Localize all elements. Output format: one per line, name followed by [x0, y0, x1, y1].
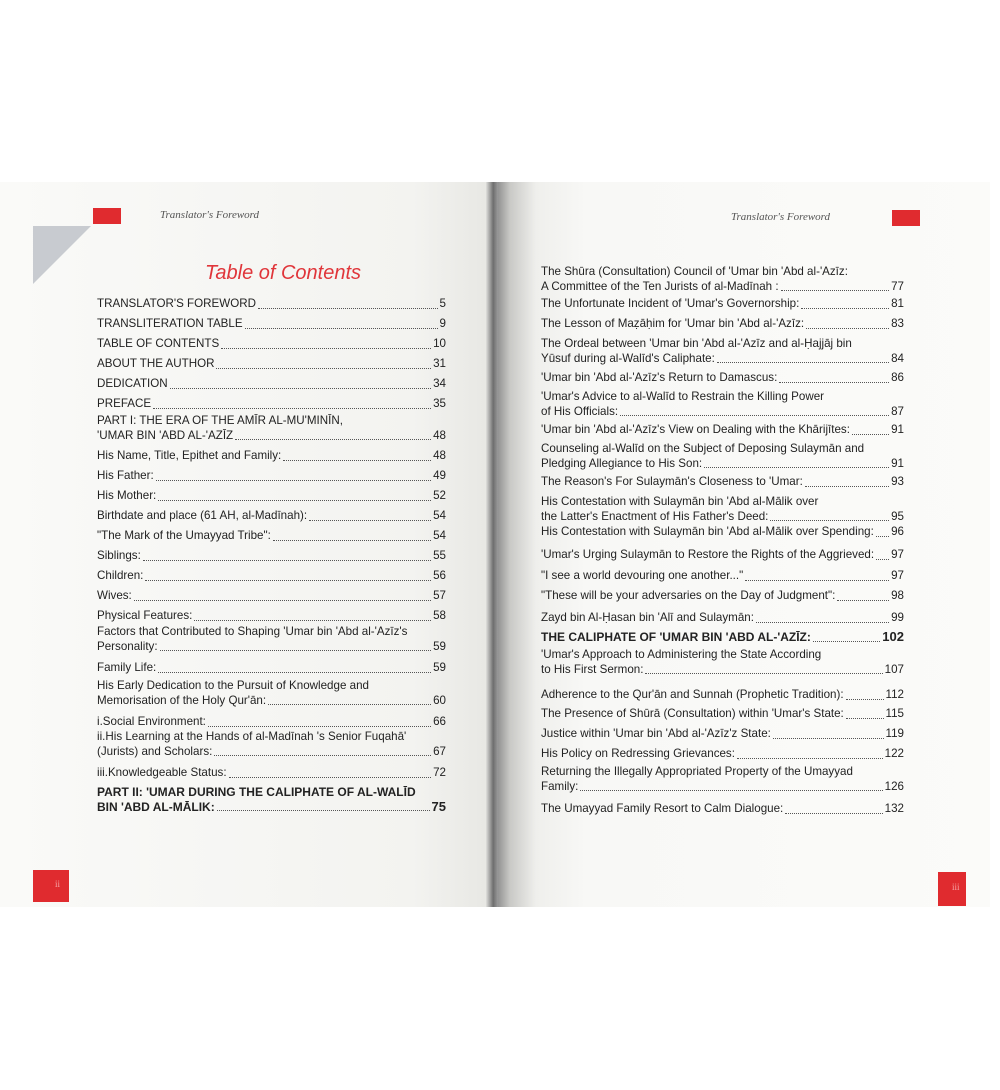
- toc-entry: [97, 509, 446, 524]
- toc-entry-page: 75: [431, 798, 446, 814]
- toc-entry-title: 'Umar's Urging Sulaymān to Restore the Rights of the Aggrieved:: [541, 548, 875, 561]
- dot-leader: [876, 536, 889, 537]
- toc-entry-title: "These will be your adversaries on the Day of Judgment":: [541, 589, 836, 602]
- toc-entry-row: [97, 429, 446, 444]
- toc-entry-row: [541, 589, 904, 604]
- toc-entry-title: Siblings:: [97, 549, 141, 562]
- toc-entry: [541, 297, 904, 312]
- toc-entry: [541, 569, 904, 584]
- toc-entry-title: BIN 'ABD AL-MĀLIK:: [97, 799, 215, 814]
- toc-entry: [541, 390, 904, 419]
- toc-entry-title-line: The Shūra (Consultation) Council of 'Umar bin 'Abd al-'Azīz:: [541, 265, 848, 278]
- toc-entry-page: 66: [433, 715, 446, 728]
- toc-entry-page: 95: [891, 509, 904, 523]
- toc-entry-title: Family:: [541, 779, 579, 793]
- toc-entry-title: Children:: [97, 569, 144, 582]
- dot-leader: [208, 726, 431, 727]
- toc-entry-row: [541, 688, 904, 703]
- toc-entry: [97, 625, 446, 654]
- toc-entry-page: 91: [891, 423, 904, 436]
- right-page-number: iii: [952, 882, 960, 892]
- toc-entry-title: Zayd bin Al-Ḥasan bin 'Alī and Sulaymān:: [541, 611, 754, 624]
- toc-entry: [97, 549, 446, 564]
- toc-entry: [97, 529, 446, 544]
- toc-entry-page: 87: [891, 404, 904, 418]
- toc-entry-row: [541, 548, 904, 563]
- toc-entry-page: 48: [433, 449, 446, 462]
- toc-entry-title: DEDICATION: [97, 377, 168, 390]
- toc-entry: [97, 337, 446, 352]
- dot-leader: [158, 672, 431, 673]
- toc-entry: [97, 715, 446, 730]
- toc-entry-row: [541, 352, 904, 367]
- right-running-head: Translator's Foreword: [731, 211, 831, 223]
- toc-entry-row: [541, 510, 904, 525]
- toc-entry: [97, 377, 446, 392]
- toc-entry: [97, 569, 446, 584]
- dot-leader: [745, 580, 889, 581]
- dot-leader: [214, 755, 431, 756]
- dot-leader: [876, 559, 889, 560]
- toc-entry: [541, 802, 904, 817]
- toc-entry-page: 59: [433, 661, 446, 674]
- toc-entry-page: 91: [891, 456, 904, 470]
- toc-entry-row: [541, 317, 904, 332]
- dot-leader: [258, 308, 438, 309]
- toc-entry-title: 'Umar bin 'Abd al-'Azīz's Return to Damascus:: [541, 371, 778, 384]
- toc-entry-title: "I see a world devouring one another...": [541, 569, 744, 582]
- toc-entry-row: [97, 377, 446, 392]
- toc-entry-page: 81: [891, 297, 904, 310]
- toc-entry-row: [97, 589, 446, 604]
- toc-entry-title: The Presence of Shūrā (Consultation) within 'Umar's State:: [541, 707, 844, 720]
- toc-entry-title: Birthdate and place (61 AH, al-Madīnah):: [97, 509, 308, 522]
- toc-entry-title: 'UMAR BIN 'ABD AL-'AZĪZ: [97, 428, 234, 442]
- toc-entry-title: A Committee of the Ten Jurists of al-Madīnah :: [541, 279, 779, 293]
- toc-entry-title: His Name, Title, Epithet and Family:: [97, 449, 282, 462]
- toc-entry-row: [97, 337, 446, 352]
- toc-entry-title: the Latter's Enactment of His Father's Deed:: [541, 509, 769, 523]
- toc-entry: [541, 317, 904, 332]
- toc-entry-page: 54: [433, 529, 446, 542]
- toc-entry-title: "The Mark of the Umayyad Tribe":: [97, 529, 271, 542]
- toc-entry-title: THE CALIPHATE OF 'UMAR BIN 'ABD AL-'AZĪZ:: [541, 630, 811, 644]
- toc-entry-title: PREFACE: [97, 397, 152, 410]
- toc-entry-page: 122: [884, 747, 904, 760]
- toc-entry-title: Physical Features:: [97, 609, 193, 622]
- toc-entry: [97, 661, 446, 676]
- toc-entry-page: 102: [882, 629, 904, 644]
- dot-leader: [194, 620, 431, 621]
- toc-entry-title: Wives:: [97, 589, 132, 602]
- toc-entry-title: 'Umar bin 'Abd al-'Azīz's View on Dealing with the Khārijītes:: [541, 423, 850, 436]
- toc-entry-row: [97, 297, 446, 312]
- toc-entry: [97, 679, 446, 708]
- toc-entry-row: [97, 745, 446, 760]
- toc-entry-page: 86: [891, 371, 904, 384]
- left-header-red-tab: [93, 208, 121, 224]
- toc-entry-title: The Umayyad Family Resort to Calm Dialogue:: [541, 802, 784, 815]
- left-page-number-tab: [33, 870, 69, 902]
- toc-entry: [97, 730, 446, 759]
- left-running-head: Translator's Foreword: [160, 209, 260, 221]
- toc-entry-page: 115: [885, 707, 904, 720]
- toc-entry: [541, 648, 904, 677]
- toc-entry-title: TRANSLITERATION TABLE: [97, 317, 243, 330]
- toc-entry: [541, 371, 904, 386]
- dot-leader: [217, 810, 430, 811]
- toc-entry: [541, 548, 904, 563]
- toc-entry-row: [541, 475, 904, 490]
- toc-entry-page: 48: [433, 428, 446, 442]
- toc-entry-page: 10: [433, 337, 446, 350]
- toc-entry-row: [541, 780, 904, 795]
- dot-leader: [160, 650, 432, 651]
- toc-entry-page: 77: [891, 279, 904, 293]
- dot-leader: [620, 415, 889, 416]
- toc-entry-title: ABOUT THE AUTHOR: [97, 357, 215, 370]
- toc-entry-page: 35: [433, 397, 446, 410]
- toc-entry-title: His Contestation with Sulaymān bin 'Abd al-Mālik over Spending:: [541, 525, 874, 538]
- dot-leader: [805, 486, 889, 487]
- toc-entry-title-line: His Contestation with Sulaymān bin 'Abd al-Mālik over: [541, 495, 819, 508]
- book-gutter: [486, 182, 498, 907]
- toc-entry: [541, 688, 904, 703]
- toc-entry-page: 126: [884, 779, 904, 793]
- toc-entry-title-line: ii.His Learning at the Hands of al-Madīnah 's Senior Fuqahā': [97, 730, 407, 743]
- toc-entry: [97, 785, 446, 814]
- dot-leader: [846, 699, 884, 700]
- dot-leader: [852, 434, 889, 435]
- toc-entry-row: [97, 800, 446, 815]
- toc-entry-title-line: His Early Dedication to the Pursuit of Knowledge and: [97, 679, 369, 692]
- toc-entry: [97, 357, 446, 372]
- toc-entry-title: Adherence to the Qur'ān and Sunnah (Prophetic Tradition):: [541, 688, 844, 701]
- dot-leader: [770, 520, 889, 521]
- toc-entry-row: [97, 469, 446, 484]
- dot-leader: [773, 738, 884, 739]
- toc-entry-page: 98: [891, 589, 904, 602]
- toc-entry-row: [541, 525, 904, 540]
- toc-entry-page: 84: [891, 351, 904, 365]
- toc-entry: [97, 449, 446, 464]
- toc-entry-page: 52: [433, 489, 446, 502]
- toc-entry: [541, 727, 904, 742]
- toc-entry-title-line: PART I: THE ERA OF THE AMĪR AL-MU'MINĪN,: [97, 414, 343, 427]
- toc-entry-title-line: 'Umar's Approach to Administering the State According: [541, 648, 822, 661]
- toc-entry-page: 49: [433, 469, 446, 482]
- dot-leader: [221, 348, 431, 349]
- toc-entry-row: [541, 569, 904, 584]
- dot-leader: [704, 467, 889, 468]
- toc-entry-page: 93: [891, 475, 904, 488]
- dot-leader: [785, 813, 882, 814]
- toc-entry: [541, 265, 904, 294]
- toc-entry-title: The Lesson of Maẓāḥim for 'Umar bin 'Abd al-'Azīz:: [541, 317, 805, 330]
- toc-entry-row: [97, 715, 446, 730]
- toc-entry-title: TABLE OF CONTENTS: [97, 337, 220, 350]
- toc-entry-title: Justice within 'Umar bin 'Abd al-'Azīz'z State:: [541, 727, 771, 740]
- toc-entry-page: 96: [891, 525, 904, 538]
- toc-entry-page: 107: [884, 662, 904, 676]
- dot-leader: [846, 718, 884, 719]
- dot-leader: [216, 368, 431, 369]
- toc-entry: [97, 297, 446, 312]
- dot-leader: [779, 382, 889, 383]
- toc-entry-title: His Policy on Redressing Grievances:: [541, 747, 735, 760]
- toc-entry-row: [541, 280, 904, 295]
- toc-entry-title: The Reason's For Sulaymān's Closeness to 'Umar:: [541, 475, 803, 488]
- toc-entry-title: Personality:: [97, 639, 158, 653]
- toc-entry-row: [541, 707, 904, 722]
- toc-entry-title: Memorisation of the Holy Qur'ān:: [97, 693, 267, 707]
- toc-entry-row: [97, 529, 446, 544]
- toc-entry-row: [541, 405, 904, 420]
- toc-entry-row: [541, 663, 904, 678]
- toc-entry: [541, 475, 904, 490]
- toc-entry-title: Yūsuf during al-Walīd's Caliphate:: [541, 351, 715, 365]
- dot-leader: [580, 790, 882, 791]
- toc-entry-page: 72: [433, 766, 446, 779]
- dot-leader: [156, 480, 431, 481]
- dot-leader: [145, 580, 431, 581]
- toc-entry-title-line: Counseling al-Walīd on the Subject of Deposing Sulaymān and: [541, 442, 865, 455]
- toc-entry-row: [541, 457, 904, 472]
- dot-leader: [837, 600, 889, 601]
- toc-entry-page: 99: [891, 611, 904, 624]
- toc-left-column: [97, 297, 446, 817]
- toc-entry-row: [541, 727, 904, 742]
- toc-entry-row: [97, 609, 446, 624]
- toc-entry-title: (Jurists) and Scholars:: [97, 744, 213, 758]
- toc-entry: [541, 747, 904, 762]
- toc-entry-title: i.Social Environment:: [97, 715, 206, 728]
- toc-entry-row: [97, 640, 446, 655]
- toc-right-column: [541, 262, 904, 822]
- toc-entry-row: [97, 397, 446, 412]
- dot-leader: [801, 308, 889, 309]
- toc-entry: [97, 609, 446, 624]
- toc-entry-title: His Father:: [97, 469, 154, 482]
- toc-entry-row: [97, 694, 446, 709]
- toc-entry-row: [541, 423, 904, 438]
- toc-entry-row: [541, 630, 904, 645]
- toc-entry-row: [97, 661, 446, 676]
- toc-entry-page: 57: [433, 589, 446, 602]
- toc-entry-title: iii.Knowledgeable Status:: [97, 766, 227, 779]
- toc-entry-page: 54: [433, 509, 446, 522]
- toc-entry-title-line: The Ordeal between 'Umar bin 'Abd al-'Azīz and al-Ḥajjāj bin: [541, 337, 852, 350]
- dot-leader: [756, 622, 889, 623]
- toc-entry-page: 97: [891, 548, 904, 561]
- toc-entry: [97, 397, 446, 412]
- right-header-red-tab: [892, 210, 920, 226]
- toc-entry-page: 60: [433, 693, 446, 707]
- toc-entry: [97, 317, 446, 332]
- dot-leader: [143, 560, 431, 561]
- toc-entry-page: 5: [439, 297, 446, 310]
- toc-entry-title-line: PART II: 'UMAR DURING THE CALIPHATE OF AL-WALĪD: [97, 785, 416, 799]
- toc-entry-page: 132: [884, 802, 904, 815]
- toc-entry-page: 83: [891, 317, 904, 330]
- toc-entry-row: [97, 317, 446, 332]
- toc-entry-row: [541, 611, 904, 626]
- left-page-number: ii: [55, 879, 61, 889]
- toc-entry-page: 9: [439, 317, 446, 330]
- toc-title: Table of Contents: [205, 262, 362, 284]
- toc-entry: [541, 765, 904, 794]
- dot-leader: [737, 758, 883, 759]
- toc-entry-title-line: Returning the Illegally Appropriated Property of the Umayyad: [541, 765, 853, 778]
- toc-entry-page: 67: [433, 744, 446, 758]
- dot-leader: [283, 460, 431, 461]
- toc-entry-title: of His Officials:: [541, 404, 619, 418]
- toc-entry-row: [541, 297, 904, 312]
- toc-entry-title: Pledging Allegiance to His Son:: [541, 456, 703, 470]
- dot-leader: [781, 290, 890, 291]
- toc-entry-page: 58: [433, 609, 446, 622]
- toc-entry: [97, 489, 446, 504]
- toc-entry-row: [97, 489, 446, 504]
- toc-entry-title: The Unfortunate Incident of 'Umar's Governorship:: [541, 297, 800, 310]
- toc-entry-title: to His First Sermon:: [541, 662, 644, 676]
- toc-entry-page: 112: [885, 688, 904, 701]
- toc-entry-row: [97, 766, 446, 781]
- toc-entry: [97, 469, 446, 484]
- dot-leader: [158, 500, 431, 501]
- dot-leader: [273, 540, 431, 541]
- toc-entry-row: [541, 371, 904, 386]
- toc-entry: [97, 414, 446, 443]
- right-page-number-tab: [938, 872, 966, 906]
- toc-entry-title-line: Factors that Contributed to Shaping 'Umar bin 'Abd al-'Azīz's: [97, 625, 408, 638]
- toc-entry-row: [541, 802, 904, 817]
- toc-entry-page: 59: [433, 639, 446, 653]
- dot-leader: [229, 777, 432, 778]
- toc-entry-row: [97, 357, 446, 372]
- toc-entry: [541, 630, 904, 645]
- dot-leader: [645, 673, 882, 674]
- toc-entry: [97, 766, 446, 781]
- dot-leader: [170, 388, 431, 389]
- toc-entry-title: His Mother:: [97, 489, 157, 502]
- toc-entry-page: 34: [433, 377, 446, 390]
- dot-leader: [813, 641, 880, 642]
- dot-leader: [153, 408, 431, 409]
- dot-leader: [134, 600, 431, 601]
- toc-entry-page: 56: [433, 569, 446, 582]
- toc-entry: [541, 525, 904, 540]
- toc-entry-title: Family Life:: [97, 661, 157, 674]
- toc-entry-title-line: 'Umar's Advice to al-Walīd to Restrain the Killing Power: [541, 390, 824, 403]
- toc-entry: [541, 611, 904, 626]
- toc-entry-page: 119: [885, 727, 904, 740]
- toc-entry: [541, 337, 904, 366]
- toc-entry-page: 55: [433, 549, 446, 562]
- toc-entry: [97, 589, 446, 604]
- toc-entry-title: TRANSLATOR'S FOREWORD: [97, 297, 256, 310]
- dot-leader: [268, 704, 431, 705]
- toc-entry-page: 31: [433, 357, 446, 370]
- toc-entry: [541, 589, 904, 604]
- toc-entry: [541, 495, 904, 524]
- dot-leader: [806, 328, 889, 329]
- toc-entry: [541, 423, 904, 438]
- toc-entry-row: [97, 569, 446, 584]
- corner-triangle: [33, 226, 91, 284]
- toc-entry-page: 97: [891, 569, 904, 582]
- toc-entry-row: [97, 449, 446, 464]
- toc-entry-row: [97, 509, 446, 524]
- toc-entry: [541, 707, 904, 722]
- dot-leader: [245, 328, 438, 329]
- toc-entry-row: [97, 549, 446, 564]
- toc-entry: [541, 442, 904, 471]
- toc-entry-row: [541, 747, 904, 762]
- dot-leader: [235, 439, 431, 440]
- dot-leader: [309, 520, 431, 521]
- dot-leader: [717, 362, 889, 363]
